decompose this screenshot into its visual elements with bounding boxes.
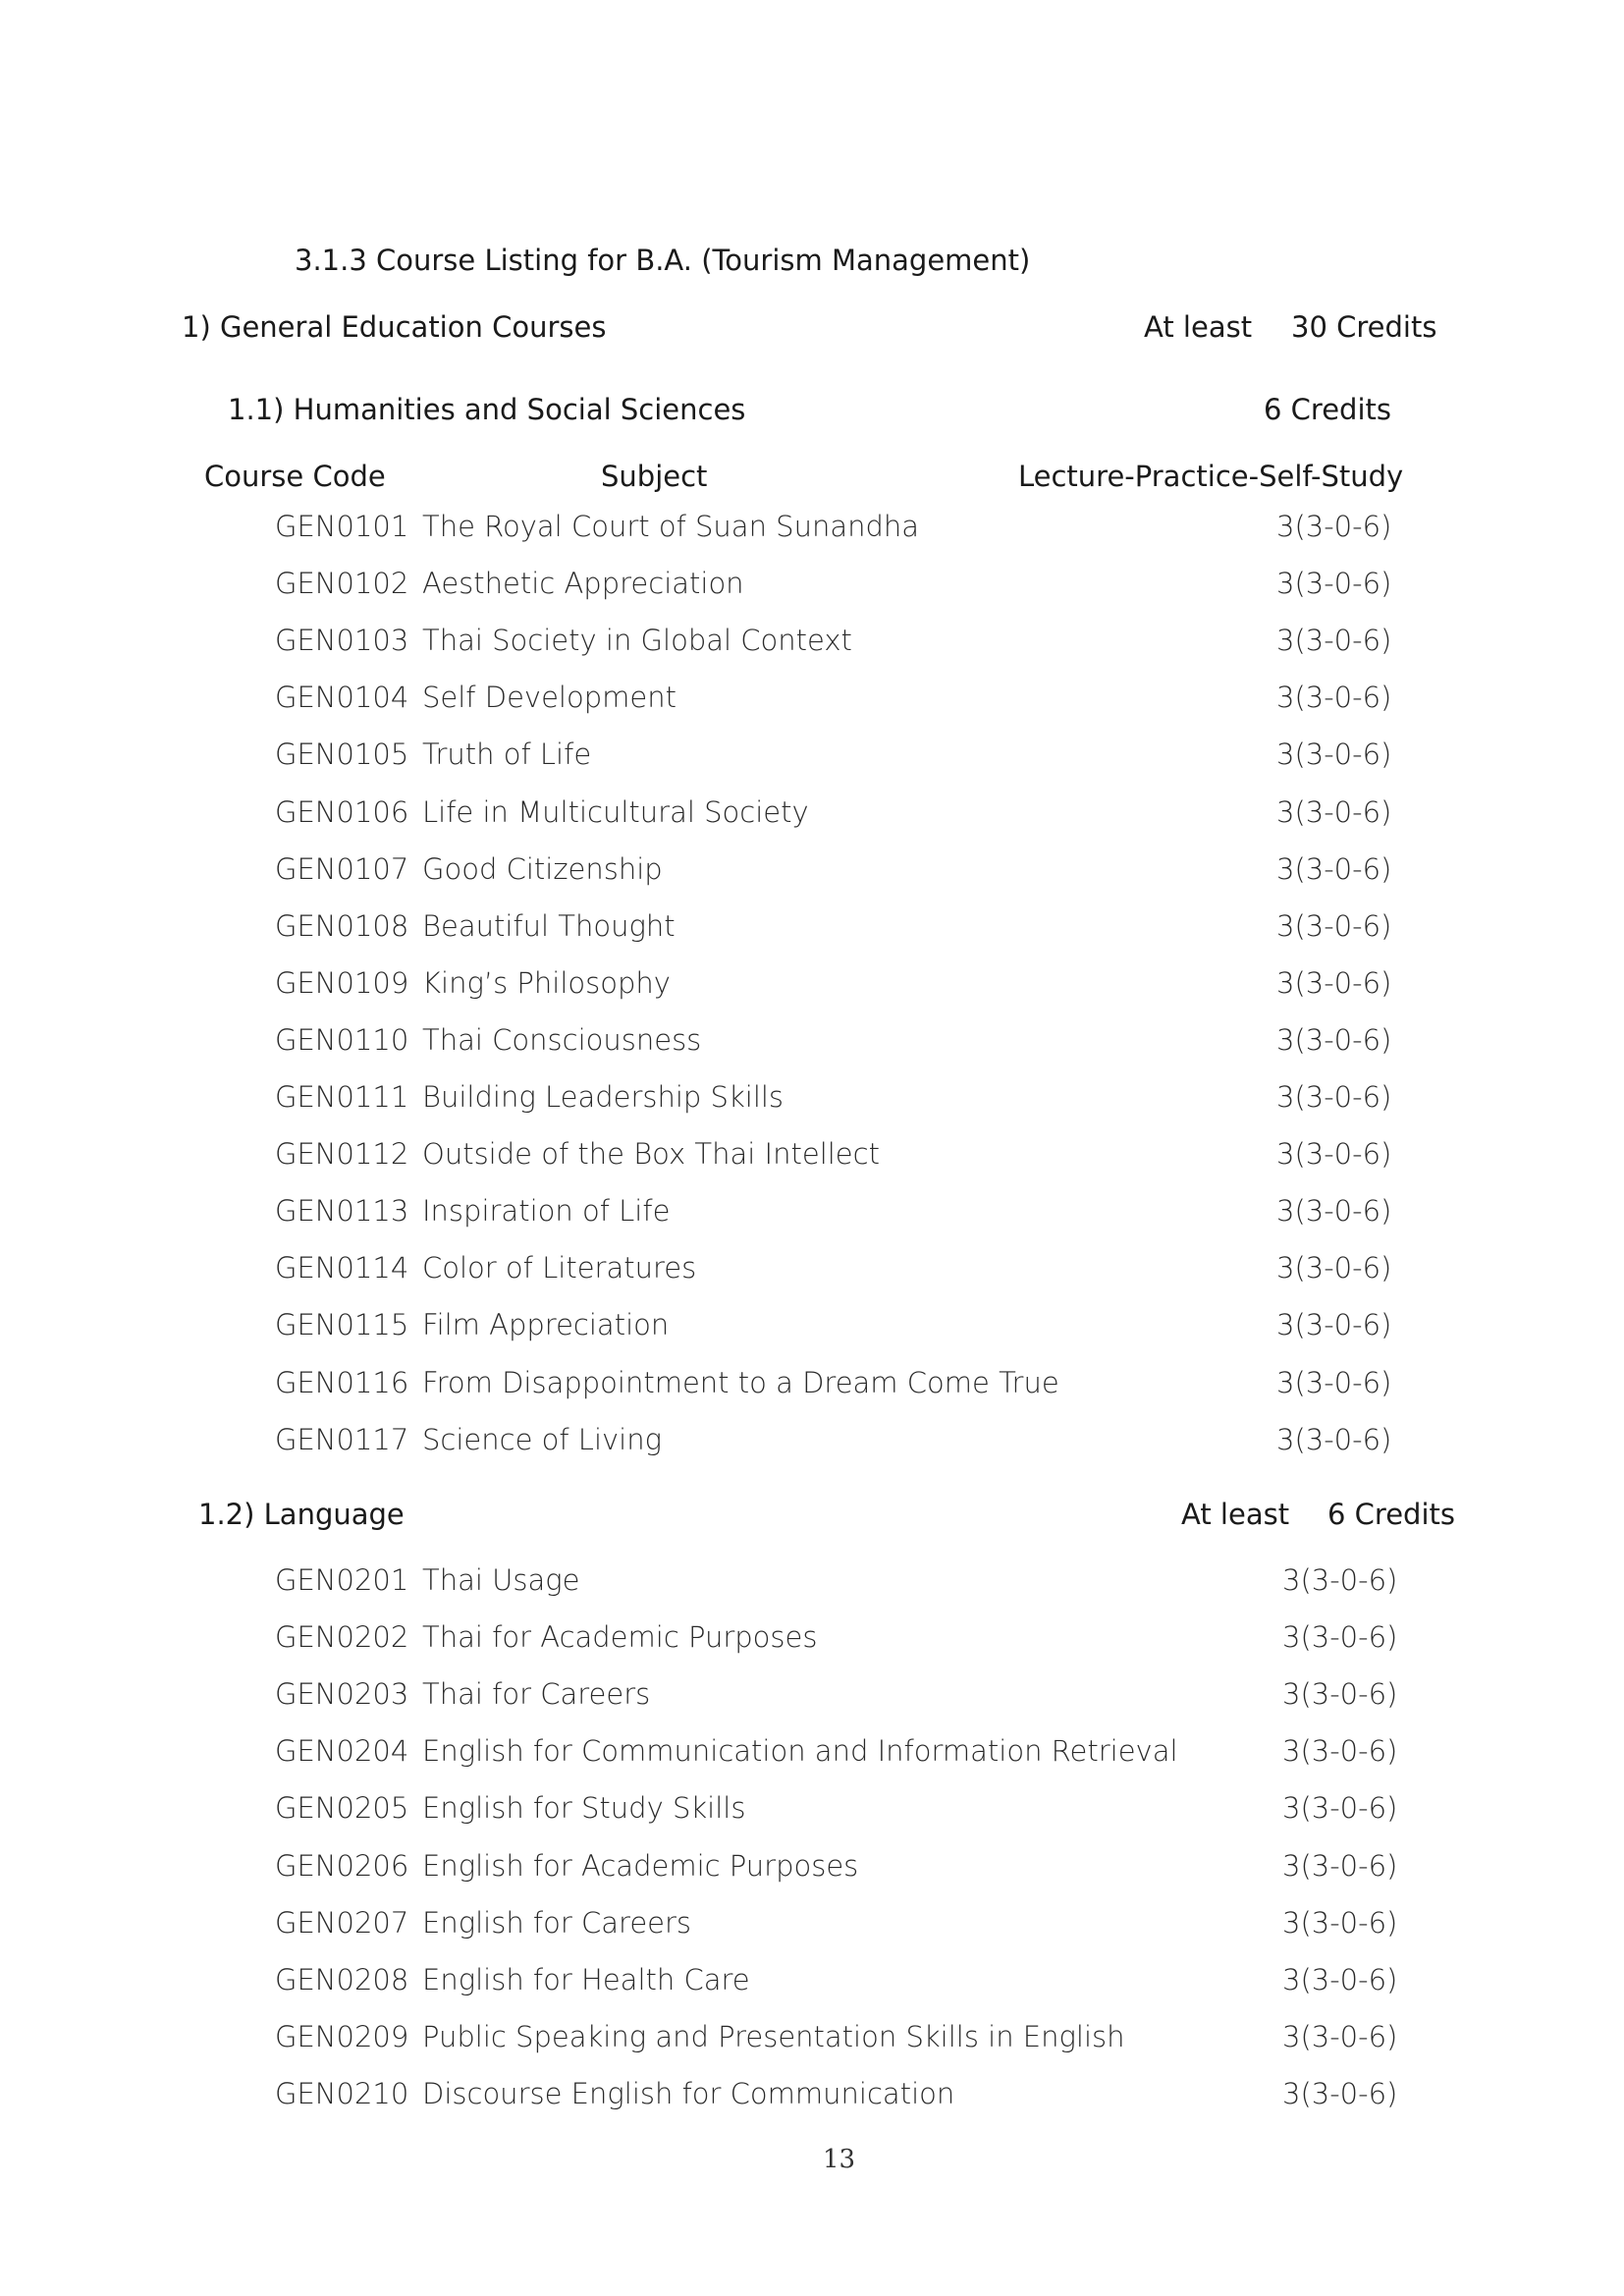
- course-subject: Color of Literatures: [422, 1251, 697, 1285]
- course-credits: 3(3-0-6): [1276, 1137, 1392, 1172]
- course-code: GEN0113: [275, 1194, 409, 1229]
- course-credits: 3(3-0-6): [1276, 1251, 1392, 1285]
- course-code: GEN0109: [275, 965, 409, 1000]
- section-language-credits: 6 Credits: [1327, 1498, 1455, 1531]
- course-subject: Self Development: [422, 681, 677, 715]
- page-number: 13: [823, 2145, 856, 2174]
- course-subject: Building Leadership Skills: [422, 1080, 785, 1114]
- course-credits: 3(3-0-6): [1282, 2076, 1398, 2110]
- course-credits: 3(3-0-6): [1282, 1962, 1398, 1996]
- course-subject: King’s Philosophy: [422, 965, 671, 1000]
- course-code: GEN0101: [275, 510, 409, 543]
- course-code: GEN0110: [275, 1022, 409, 1057]
- course-code: GEN0116: [275, 1365, 409, 1399]
- course-code: GEN0115: [275, 1308, 409, 1342]
- course-credits: 3(3-0-6): [1276, 1194, 1392, 1229]
- course-credits: 3(3-0-6): [1282, 2019, 1398, 2053]
- course-subject: Truth of Life: [422, 738, 592, 772]
- course-subject: Life in Multicultural Society: [422, 794, 809, 829]
- course-credits: 3(3-0-6): [1276, 965, 1392, 1000]
- course-code: GEN0202: [275, 1620, 409, 1655]
- course-subject: From Disappointment to a Dream Come True: [422, 1365, 1059, 1399]
- course-credits: 3(3-0-6): [1282, 1620, 1398, 1655]
- course-subject: Inspiration of Life: [422, 1194, 671, 1229]
- course-code: GEN0208: [275, 1962, 409, 1996]
- column-header-course-code: Course Code: [204, 460, 386, 493]
- course-subject: Thai Usage: [422, 1563, 580, 1597]
- course-credits: 3(3-0-6): [1282, 1563, 1398, 1597]
- course-code: GEN0102: [275, 567, 409, 601]
- course-code: GEN0203: [275, 1677, 409, 1712]
- section-general-education-label: 1) General Education Courses: [182, 310, 607, 344]
- course-credits: 3(3-0-6): [1276, 794, 1392, 829]
- course-subject: Science of Living: [422, 1422, 663, 1456]
- section-general-education-qualifier: At least: [1144, 310, 1253, 344]
- course-credits: 3(3-0-6): [1276, 1422, 1392, 1456]
- course-code: GEN0210: [275, 2076, 409, 2110]
- course-code: GEN0108: [275, 908, 409, 943]
- course-credits: 3(3-0-6): [1282, 1848, 1398, 1883]
- section-language-qualifier: At least: [1181, 1498, 1290, 1531]
- course-code: GEN0201: [275, 1563, 409, 1597]
- section-humanities-label: 1.1) Humanities and Social Sciences: [228, 393, 746, 426]
- section-language-label: 1.2) Language: [198, 1498, 405, 1531]
- page-title: 3.1.3 Course Listing for B.A. (Tourism Management): [295, 244, 1031, 277]
- course-subject: English for Academic Purposes: [422, 1848, 859, 1883]
- course-subject: English for Careers: [422, 1905, 692, 1940]
- course-credits: 3(3-0-6): [1276, 681, 1392, 715]
- column-header-hours: Lecture-Practice-Self-Study: [1018, 460, 1404, 493]
- course-code: GEN0111: [275, 1080, 409, 1114]
- course-subject: Public Speaking and Presentation Skills in English: [422, 2019, 1125, 2053]
- course-subject: English for Communication and Information Retrieval: [422, 1734, 1178, 1769]
- course-code: GEN0114: [275, 1251, 409, 1285]
- course-credits: 3(3-0-6): [1276, 1308, 1392, 1342]
- course-code: GEN0117: [275, 1422, 409, 1456]
- column-header-subject: Subject: [601, 460, 708, 493]
- course-subject: Thai for Academic Purposes: [422, 1620, 818, 1655]
- course-code: GEN0204: [275, 1734, 409, 1769]
- course-subject: Thai Society in Global Context: [422, 624, 852, 658]
- course-credits: 3(3-0-6): [1276, 567, 1392, 601]
- course-credits: 3(3-0-6): [1276, 1022, 1392, 1057]
- course-code: GEN0205: [275, 1791, 409, 1826]
- course-subject: English for Study Skills: [422, 1791, 746, 1826]
- section-humanities-credits: 6 Credits: [1264, 393, 1391, 426]
- course-credits: 3(3-0-6): [1276, 1365, 1392, 1399]
- course-subject: Thai Consciousness: [422, 1022, 702, 1057]
- course-credits: 3(3-0-6): [1276, 510, 1392, 543]
- course-subject: Aesthetic Appreciation: [422, 567, 744, 601]
- course-credits: 3(3-0-6): [1276, 1080, 1392, 1114]
- course-credits: 3(3-0-6): [1282, 1791, 1398, 1826]
- course-code: GEN0209: [275, 2019, 409, 2053]
- course-credits: 3(3-0-6): [1282, 1677, 1398, 1712]
- course-code: GEN0207: [275, 1905, 409, 1940]
- section-general-education-credits: 30 Credits: [1291, 310, 1437, 344]
- course-credits: 3(3-0-6): [1282, 1905, 1398, 1940]
- course-code: GEN0106: [275, 794, 409, 829]
- course-code: GEN0103: [275, 624, 409, 658]
- course-subject: Beautiful Thought: [422, 908, 676, 943]
- course-code: GEN0107: [275, 851, 409, 886]
- course-subject: English for Health Care: [422, 1962, 750, 1996]
- course-credits: 3(3-0-6): [1276, 908, 1392, 943]
- course-subject: The Royal Court of Suan Sunandha: [422, 510, 920, 543]
- course-subject: Outside of the Box Thai Intellect: [422, 1137, 880, 1172]
- course-code: GEN0112: [275, 1137, 409, 1172]
- course-credits: 3(3-0-6): [1282, 1734, 1398, 1769]
- course-code: GEN0104: [275, 681, 409, 715]
- course-subject: Good Citizenship: [422, 851, 663, 886]
- course-subject: Thai for Careers: [422, 1677, 651, 1712]
- course-subject: Discourse English for Communication: [422, 2076, 955, 2110]
- course-subject: Film Appreciation: [422, 1308, 670, 1342]
- course-code: GEN0206: [275, 1848, 409, 1883]
- course-code: GEN0105: [275, 738, 409, 772]
- course-credits: 3(3-0-6): [1276, 851, 1392, 886]
- course-credits: 3(3-0-6): [1276, 624, 1392, 658]
- course-credits: 3(3-0-6): [1276, 738, 1392, 772]
